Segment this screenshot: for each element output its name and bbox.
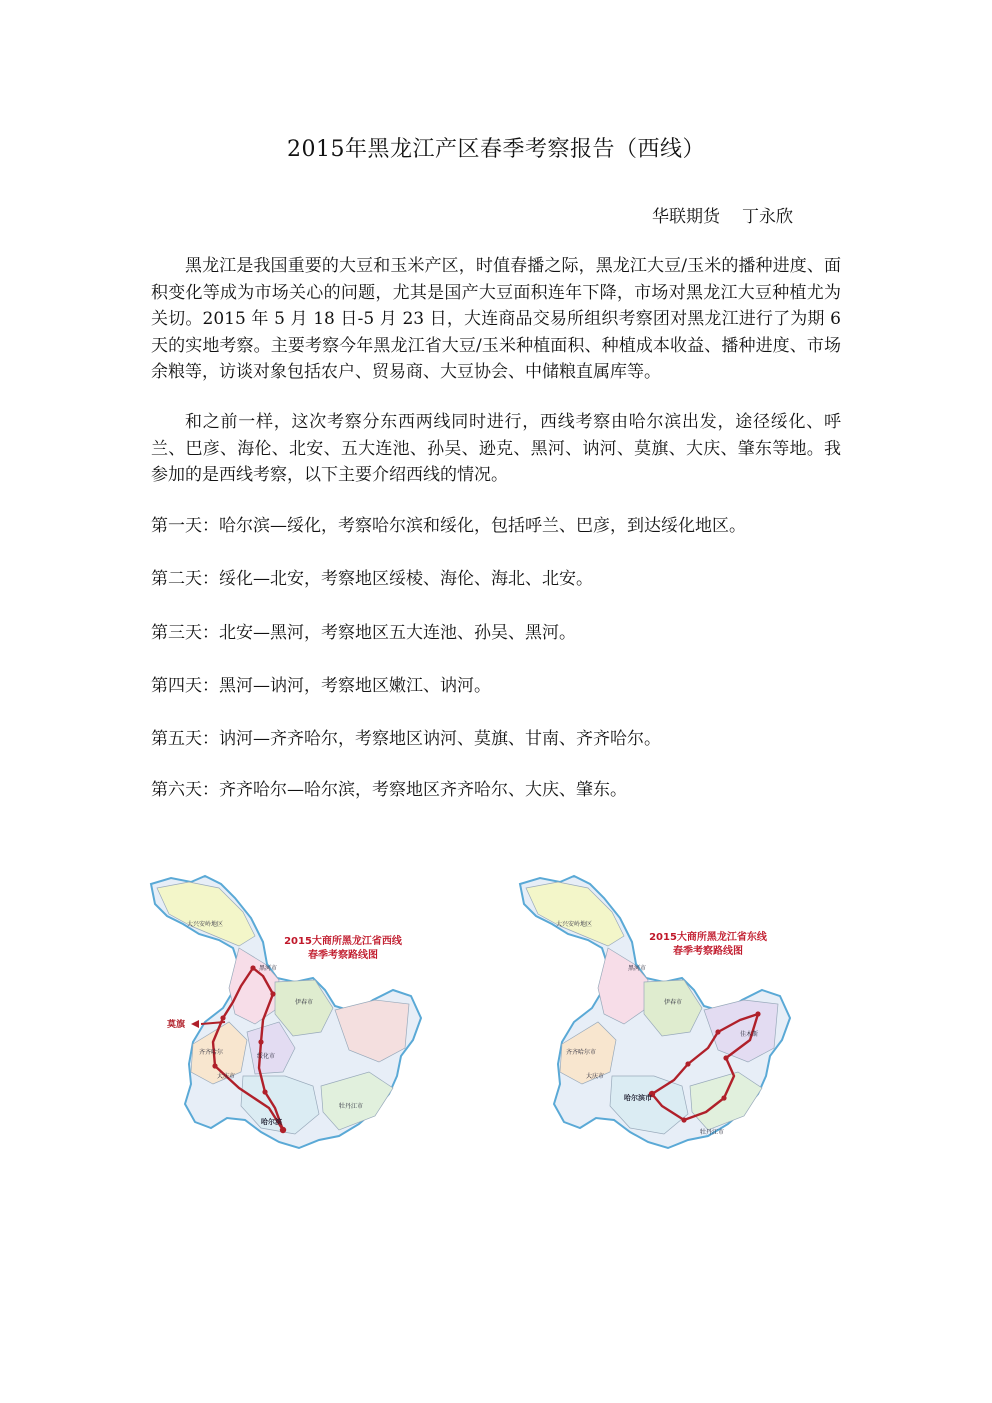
stop-marker [721,1095,726,1100]
city-label-harbin: 哈尔滨 [261,1118,282,1126]
stop-marker [685,1061,690,1066]
arrow-head-icon [191,1020,199,1028]
map-title-line1: 2015大商所黑龙江省东线 [649,932,767,943]
paragraph-1: 黑龙江是我国重要的大豆和玉米产区，时值春播之际，黑龙江大豆/玉米的播种进度、面积变化等成为市场关心的问题，尤其是国产大豆面积连年下降，市场对黑龙江大豆种植尤为关切。2015 年 5 月 18 日-5 月 23 日，大连商品交易所组织考察团对黑龙江进行了为期 6 天的实地考察。主要考察今年黑龙江省大豆/玉米种植面积、种植成本收益、播种进度、市场余粮等，访谈对象包括农户、贸易商、大豆协会、中储粮直属库等。 [151,256,841,382]
itinerary-day-5: 第五天：讷河—齐齐哈尔，考察地区讷河、莫旗、甘南、齐齐哈尔。 [151,729,661,749]
region-label-daxinganling: 大兴安岭地区 [186,921,224,928]
stop-marker [270,991,275,996]
stop-marker [723,1055,728,1060]
city-label-yichun: 伊春市 [664,999,683,1006]
region-label-daxinganling: 大兴安岭地区 [555,921,593,928]
intro-paragraph [151,253,841,386]
city-label-heihe: 黑河市 [628,965,647,972]
city-label-heihe: 黑河市 [259,965,278,972]
stop-marker [220,1015,225,1020]
region-heihe [229,948,279,1024]
author-org: 华联期货 [652,207,720,227]
author-name: 丁永欣 [742,207,793,227]
city-label-mudanjiang: 牡丹江市 [339,1103,364,1110]
east-route-map [512,872,802,1152]
itinerary-day-6: 第六天：齐齐哈尔—哈尔滨，考察地区齐齐哈尔、大庆、肇东。 [151,780,627,800]
stop-marker [715,1029,720,1034]
city-label-daqing: 大庆市 [217,1073,236,1080]
map-title-line2: 春季考察路线图 [673,946,743,957]
region-heihe [598,948,648,1024]
itinerary-day-1: 第一天：哈尔滨—绥化，考察哈尔滨和绥化，包括呼兰、巴彦，到达绥化地区。 [151,516,746,536]
page-title: 2015年黑龙江产区春季考察报告（西线） [287,137,705,162]
itinerary-day-3: 第三天：北安—黑河，考察地区五大连池、孙吴、黑河。 [151,623,576,643]
stop-marker [250,965,255,970]
city-label-moqi: 莫旗 [167,1020,186,1030]
stop-marker [280,1127,286,1133]
stop-marker [258,1039,263,1044]
city-label-mudanjiang: 牡丹江市 [700,1129,725,1136]
city-label-suihua: 绥化市 [257,1053,276,1060]
stop-marker [755,1011,760,1016]
map-title-line2: 春季考察路线图 [308,950,378,961]
itinerary-day-4: 第四天：黑河—讷河，考察地区嫩江、讷河。 [151,676,491,696]
stop-marker [212,1063,217,1068]
stop-marker [262,1089,267,1094]
itinerary-day-2: 第二天：绥化—北安，考察地区绥棱、海伦、海北、北安。 [151,569,593,589]
author-line [652,202,793,227]
city-label-qiqihar: 齐齐哈尔市 [566,1049,597,1056]
route-paragraph [151,409,841,489]
paragraph-2: 和之前一样，这次考察分东西两线同时进行，西线考察由哈尔滨出发，途径绥化、呼兰、巴彦、海伦、北安、五大连池、孙吴、逊克、黑河、讷河、莫旗、大庆、肇东等地。我参加的是西线考察，以下主要介绍西线的情况。 [151,412,841,485]
stop-marker [681,1117,686,1122]
city-label-yichun: 伊春市 [295,999,314,1006]
city-label-harbin: 哈尔滨市 [624,1094,652,1102]
map-title-line1: 2015大商所黑龙江省西线 [284,936,402,947]
city-label-jiamusi: 佳木斯 [740,1031,759,1038]
west-route-map [143,872,433,1152]
city-label-daqing: 大庆市 [586,1073,605,1080]
city-label-qiqihar: 齐齐哈尔 [199,1049,224,1056]
